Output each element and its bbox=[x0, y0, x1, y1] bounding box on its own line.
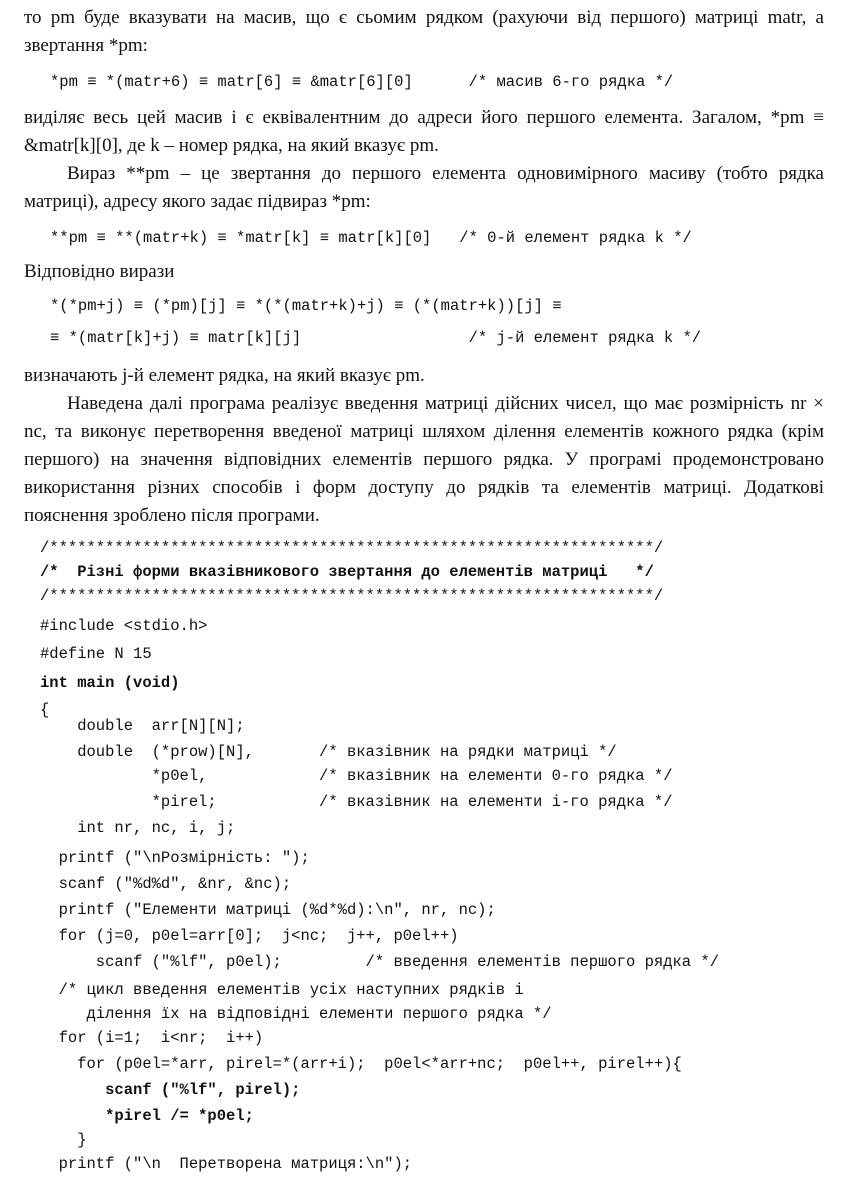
code-line: #define N 15 bbox=[40, 645, 152, 663]
formula-3: *(*pm+j) ≡ (*pm)[j] ≡ *(*(matr+k)+j) ≡ (*(matr+k))[j] ≡ bbox=[50, 297, 562, 315]
code-line: } bbox=[40, 1131, 87, 1149]
paragraph-4: Відповідно вирази bbox=[24, 261, 175, 282]
code-line: /*****************************************************************/ bbox=[40, 539, 664, 557]
code-line: int main (void) bbox=[40, 674, 180, 692]
formula-2: **pm ≡ **(matr+k) ≡ *matr[k] ≡ matr[k][0] /* 0-й елемент рядка k */ bbox=[50, 229, 692, 247]
code-line: /* цикл введення елементів усіх наступних рядків і bbox=[40, 981, 524, 999]
code-line: *p0el, /* вказівник на елементи 0-го рядка */ bbox=[40, 767, 673, 785]
code-line: /* Різні форми вказівникового звертання до елементів матриці */ bbox=[40, 563, 654, 581]
code-line: #include <stdio.h> bbox=[40, 617, 208, 635]
code-line: { bbox=[40, 701, 50, 719]
paragraph-3: Вираз **pm – це звертання до першого елемента одновимірного масиву (тобто рядка матриці), адресу якого задає підвираз *pm: bbox=[24, 163, 824, 212]
code-line: for (j=0, p0el=arr[0]; j<nc; j++, p0el++) bbox=[40, 927, 459, 945]
code-line: int nr, nc, i, j; bbox=[40, 819, 236, 837]
code-line: for (i=1; i<nr; i++) bbox=[40, 1029, 264, 1047]
code-line: printf ("\nРозмірність: "); bbox=[40, 849, 310, 867]
code-line: *pirel /= *p0el; bbox=[40, 1107, 254, 1125]
formula-1: *pm ≡ *(matr+6) ≡ matr[6] ≡ &matr[6][0] /* масив 6-го рядка */ bbox=[50, 73, 674, 91]
paragraph-5: визначають j-й елемент рядка, на який вказує pm. bbox=[24, 365, 425, 386]
code-line: for (p0el=*arr, pirel=*(arr+i); p0el<*arr+nc; p0el++, pirel++){ bbox=[40, 1055, 682, 1073]
code-line: printf ("\n Перетворена матриця:\n"); bbox=[40, 1155, 413, 1173]
code-line: scanf ("%lf", p0el); /* введення елементів першого рядка */ bbox=[40, 953, 720, 971]
code-line: scanf ("%d%d", &nr, &nc); bbox=[40, 875, 292, 893]
code-line: printf ("Елементи матриці (%d*%d):\n", nr, nc); bbox=[40, 901, 496, 919]
paragraph-1: то pm буде вказувати на масив, що є сьомим рядком (рахуючи від першого) матриці matr, а звертання *pm: bbox=[24, 7, 824, 56]
code-line: double arr[N][N]; bbox=[40, 717, 245, 735]
code-line: /*****************************************************************/ bbox=[40, 587, 664, 605]
code-line: *pirel; /* вказівник на елементи i-го рядка */ bbox=[40, 793, 673, 811]
code-line: scanf ("%lf", pirel); bbox=[40, 1081, 301, 1099]
formula-4: ≡ *(matr[k]+j) ≡ matr[k][j] /* j-й елемент рядка k */ bbox=[50, 329, 702, 347]
code-line: ділення їх на відповідні елементи першого рядка */ bbox=[40, 1005, 552, 1023]
code-line: double (*prow)[N], /* вказівник на рядки матриці */ bbox=[40, 743, 617, 761]
paragraph-2: виділяє весь цей масив і є еквівалентним до адреси його першого елемента. Загалом, *pm ≡ &matr[k][0], де k – номер рядка, на який вказує pm. bbox=[24, 107, 824, 156]
paragraph-6: Наведена далі програма реалізує введення матриці дійсних чисел, що має розмірність nr × nc, та виконує перетворення введеної матриці шляхом ділення елементів кожного рядка (крім першого) на значення відповідних елементів першого рядка. У програмі продемонстровано використання різних способів і форм доступу до рядків та елементів матриці. Додаткові пояснення зроблено після програми. bbox=[24, 393, 824, 526]
